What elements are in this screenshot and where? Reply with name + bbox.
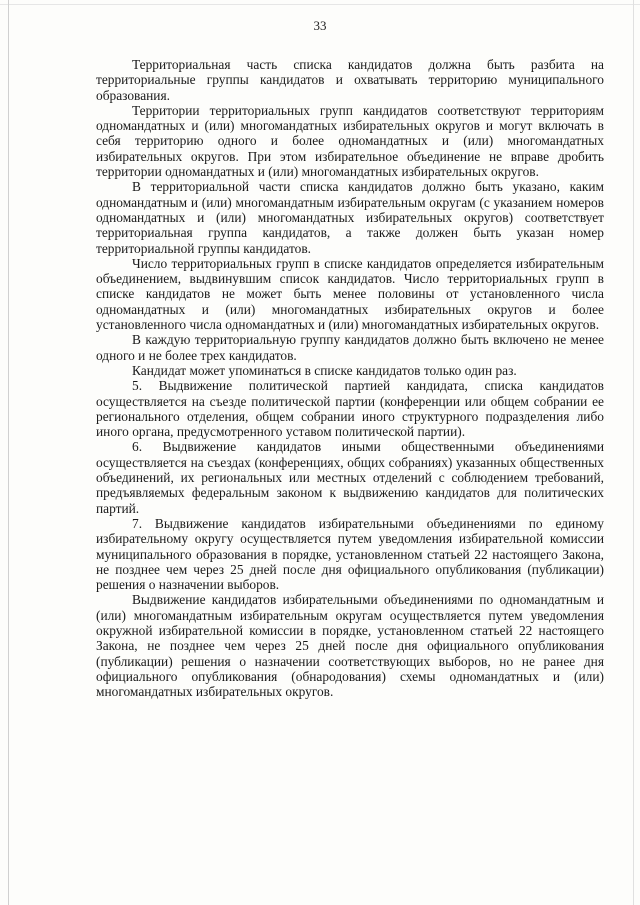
- paragraph: 7. Выдвижение кандидатов избирательными объединениями по единому избирательному округу осуществляется путем уведомления избирательной комиссии муниципального образования в порядке, установленном статьей 22 настоящего Закона, не позднее чем через 25 дней после дня официального опубликования (публикации) решения о назначении выборов.: [96, 515, 604, 593]
- paragraph: Выдвижение кандидатов избирательными объединениями по одномандатным и (или) многомандатным избирательным округам осуществляется путем уведомления окружной избирательной комиссии в порядке, установленном статьей 22 настоящего Закона, не позднее чем через 25 дней после дня официального опубликования (публикации) решения о назначении соответствующих выборов, но не ранее дня официального опубликования (обнародования) схемы одномандатных и (или) многомандатных избирательных округов.: [96, 592, 604, 700]
- body-text: [96, 57, 604, 699]
- page-number: 33: [313, 18, 327, 33]
- scan-edge-left: [8, 0, 9, 905]
- paragraph: Территориальная часть списка кандидатов должна быть разбита на территориальные группы кандидатов и охватывать территорию муниципального образования.: [96, 57, 604, 103]
- paragraph: В каждую территориальную группу кандидатов должно быть включено не менее одного и не более трех кандидатов.: [96, 332, 604, 363]
- paragraph: Кандидат может упоминаться в списке кандидатов только один раз.: [132, 362, 517, 378]
- paragraph: Территории территориальных групп кандидатов соответствуют территориям одномандатных и (или) многомандатных избирательных округов и могут включать в себя территорию одного и более одномандатных и (или) многомандатных избирательных округов. При этом избирательное объединение не вправе дробить территории одномандатных и (или) многомандатных избирательных округов.: [96, 102, 604, 180]
- paragraph: 5. Выдвижение политической партией кандидата, списка кандидатов осуществляется на съезде политической партии (конференции или общем собрании ее регионального отделения, общем собрании иного структурного подразделения либо иного органа, предусмотренного уставом политической партии).: [96, 378, 604, 440]
- paragraph: В территориальной части списка кандидатов должно быть указано, каким одномандатным и (или) многомандатным избирательным округам (с указанием номеров одномандатных и (или) многомандатных избирательных округов) соответствует территориальная группа кандидатов, а также должен быть указан номер территориальной группы кандидатов.: [96, 179, 604, 256]
- scan-edge-right: [633, 0, 634, 905]
- paragraph: Число территориальных групп в списке кандидатов определяется избирательным объединением, выдвинувшим список кандидатов. Число территориальных групп в списке кандидатов не может быть менее половины от установленного числа одномандатных и (или) многомандатных избирательных округов и более установленного числа одномандатных и (или) многомандатных избирательных округов.: [96, 255, 604, 333]
- paragraph: 6. Выдвижение кандидатов иными общественными объединениями осуществляется на съездах (конференциях, общих собраниях) указанных общественных объединений, их региональных или местных отделений с соблюдением требований, предъявляемых федеральным законом к выдвижению кандидатов для политических партий.: [96, 439, 604, 516]
- scan-edge-top: [0, 4, 640, 5]
